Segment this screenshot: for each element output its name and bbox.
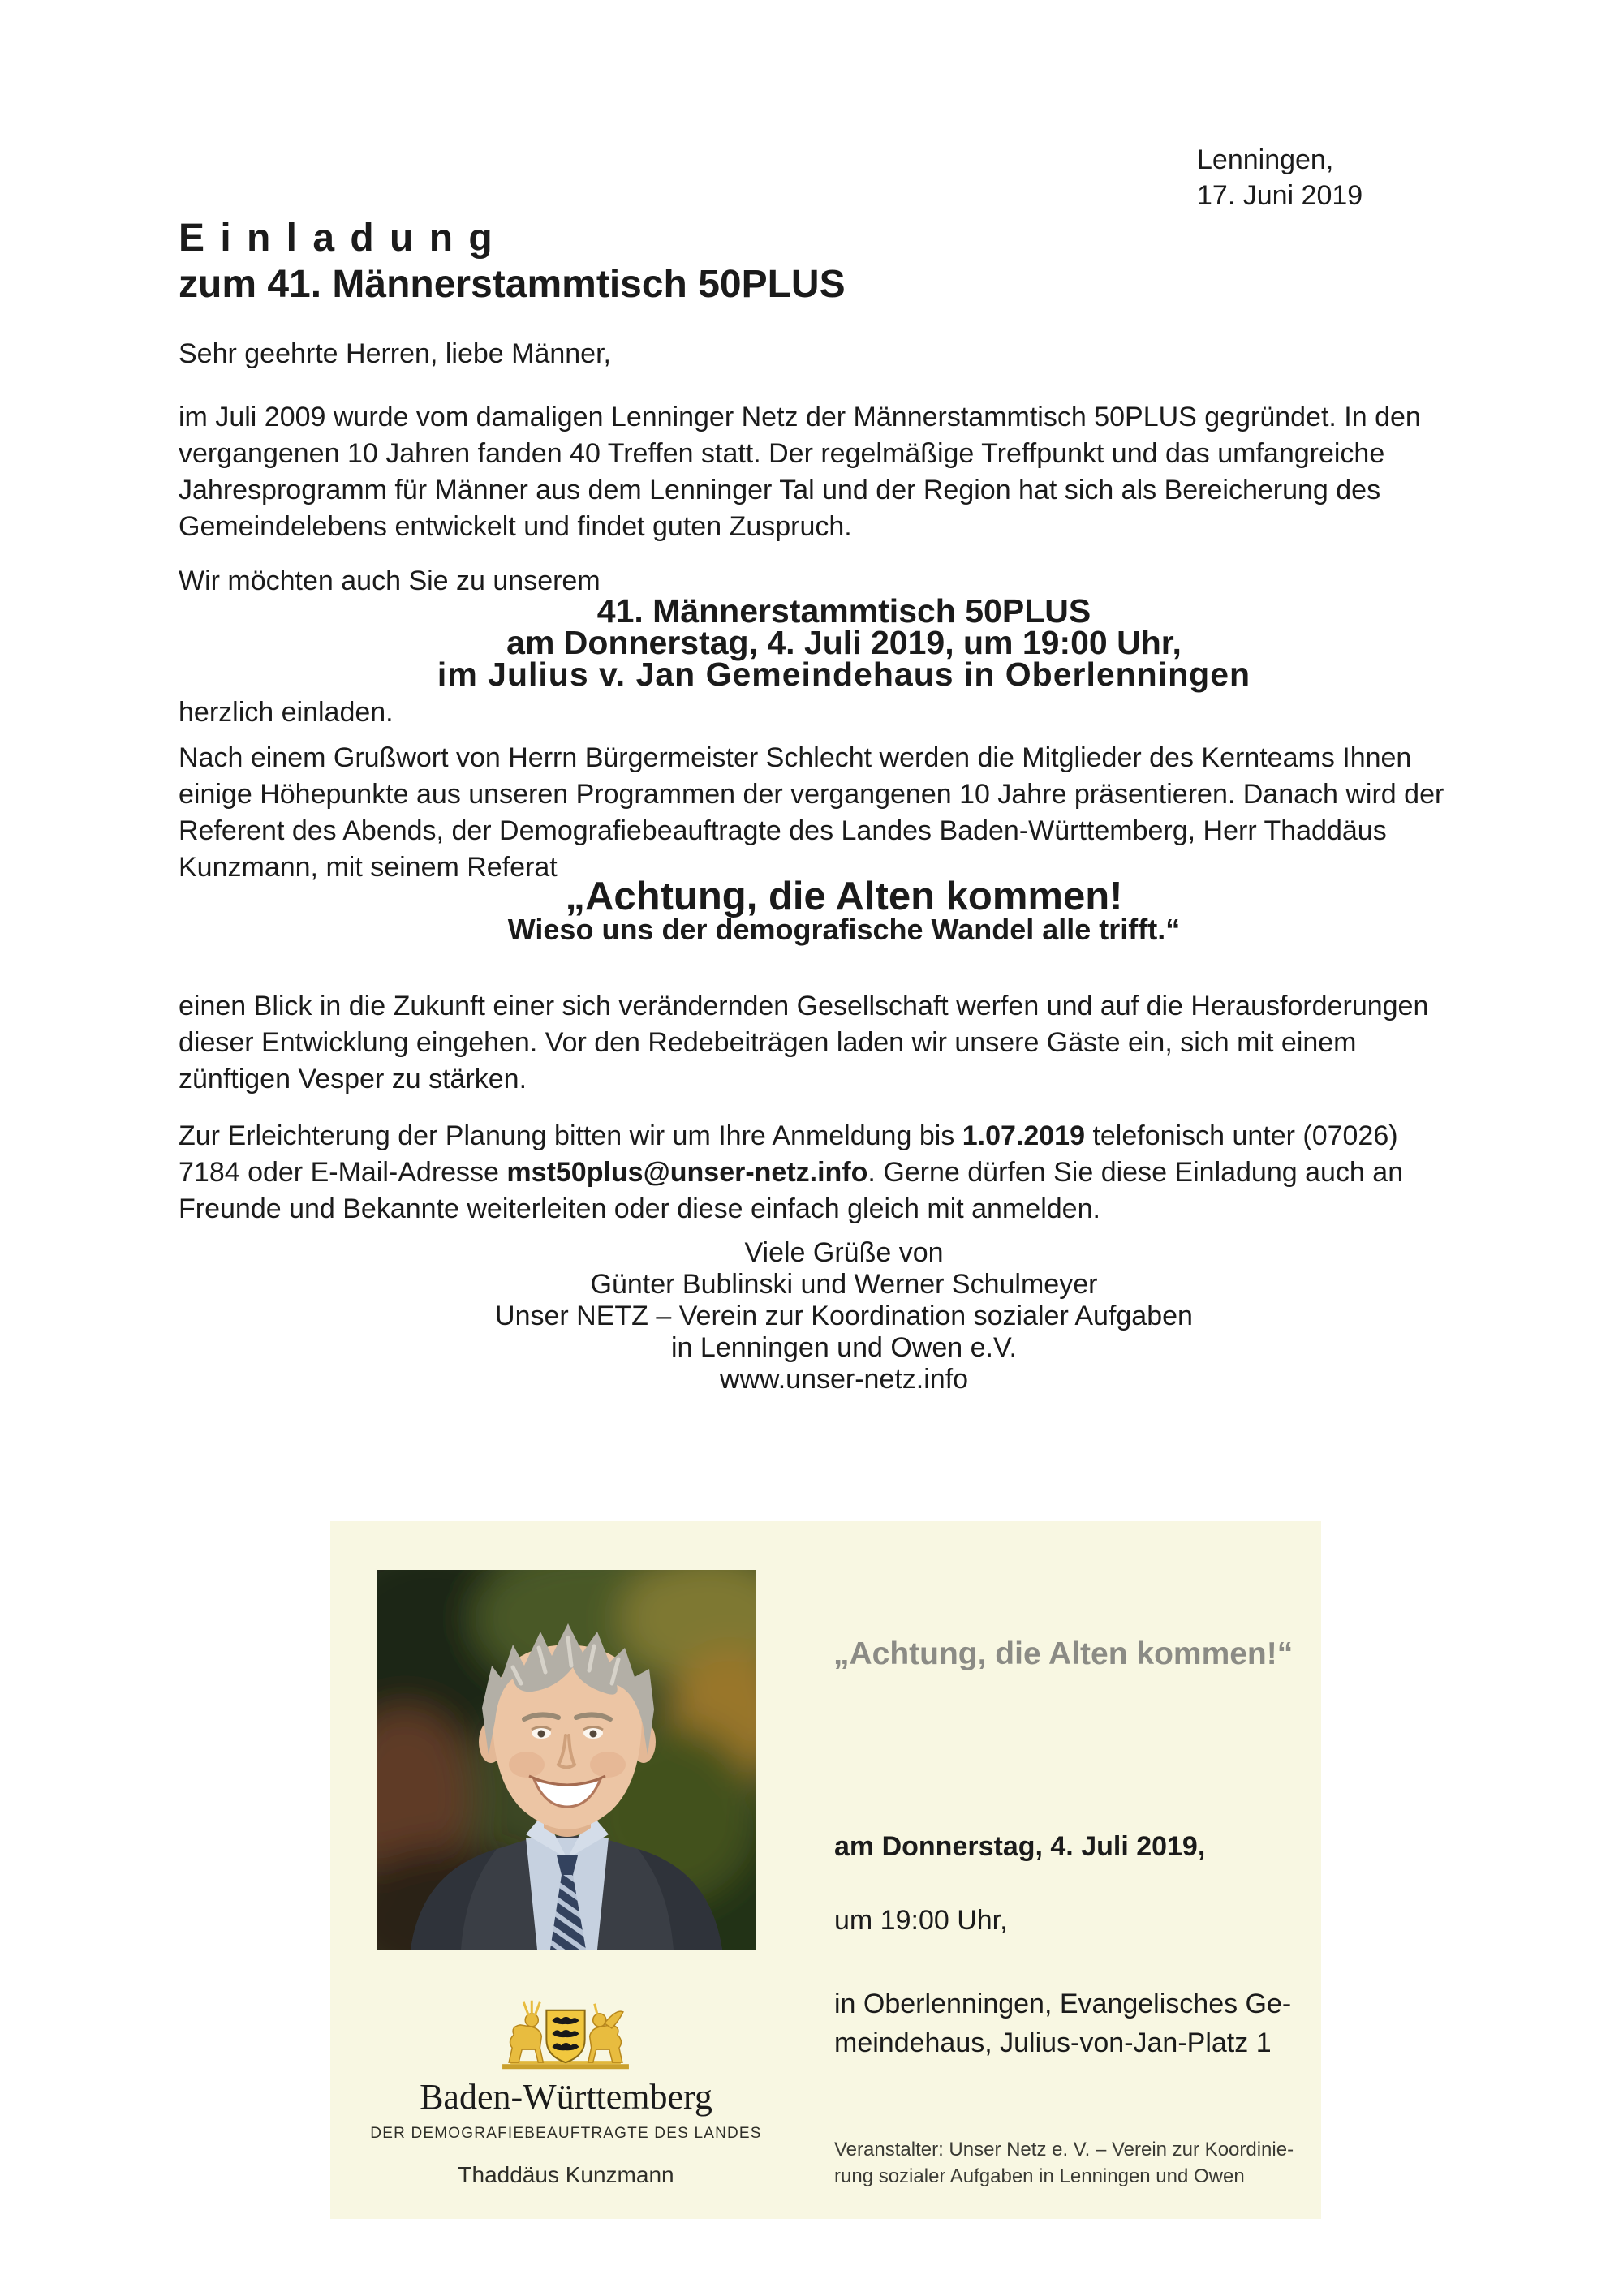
flyer-quote: „Achtung, die Alten kommen!“ [833,1636,1294,1671]
text-line: einige Höhepunkte aus unseren Programmen der vergangenen 10 Jahre präsentieren. Danach wird der [179,779,1444,810]
flyer-event-location [834,1984,1291,2062]
letter-subtitle: zum 41. Männerstammtisch 50PLUS [179,263,846,306]
letter-title: E i n l a d u n g [179,217,495,260]
flyer-person-name: Thaddäus Kunzmann [458,2162,674,2187]
text-line [179,1154,1403,1191]
dateline [1197,142,1363,213]
flyer-office-title: DER DEMOGRAFIEBEAUFTRAGTE DES LANDES [370,2125,762,2142]
paragraph-registration [179,1118,1403,1228]
baden-wuerttemberg-coat-of-arms-icon [494,1998,637,2075]
text-line: Veranstalter: Unser Netz e. V. – Verein zur Koordinie- [834,2139,1294,2161]
paragraph-outlook [179,988,1428,1098]
registration-email: mst50plus@unser-netz.info [506,1157,868,1188]
paragraph-program [179,740,1444,886]
text-line: zünftigen Vesper zu stärken. [179,1064,527,1094]
registration-deadline: 1.07.2019 [962,1120,1085,1151]
event-flyer [330,1521,1321,2219]
text-line: Freunde und Bekannte weiterleiten oder diese einfach gleich mit anmelden. [179,1193,1100,1224]
text-line: Jahresprogramm für Männer aus dem Lenninger Tal und der Region hat sich als Bereicherung des [179,475,1381,505]
dateline-date: 17. Juni 2019 [1197,180,1363,211]
event-date-time: am Donnerstag, 4. Juli 2019, um 19:00 Uhr, [506,624,1182,661]
invite-intro: Wir möchten auch Sie zu unserem [179,565,601,596]
flyer-event-date: am Donnerstag, 4. Juli 2019, [834,1831,1206,1862]
text-line: Gemeindelebens entwickelt und findet guten Zuspruch. [179,511,852,542]
text-line: im Juli 2009 wurde vom damaligen Lenninger Netz der Männerstammtisch 50PLUS gegründet. In den [179,402,1421,432]
flyer-organizer [834,2136,1294,2190]
text-line: vergangenen 10 Jahren fanden 40 Treffen statt. Der regelmäßige Treffpunkt und das umfangreiche [179,438,1385,469]
paragraph-history [179,399,1421,545]
signature-organization: Unser NETZ – Verein zur Koordination sozialer Aufgaben [495,1301,1193,1331]
signature-block [203,1237,1485,1395]
text-line: Nach einem Grußwort von Herrn Bürgermeister Schlecht werden die Mitglieder des Kernteams Ihnen [179,742,1412,773]
lecture-subtitle: Wieso uns der demografische Wandel alle trifft.“ [507,913,1181,946]
flyer-event-time: um 19:00 Uhr, [834,1905,1008,1936]
signature-website: www.unser-netz.info [719,1364,969,1395]
text-line: meindehaus, Julius-von-Jan-Platz 1 [834,2027,1272,2058]
signature-greeting: Viele Grüße von [744,1237,944,1268]
text-line: Referent des Abends, der Demografiebeauftragte des Landes Baden-Württemberg, Herr Thaddäus [179,815,1387,846]
event-details-block [203,592,1485,693]
invite-close: herzlich einladen. [179,697,394,728]
text-line: rung sozialer Aufgaben in Lenningen und Owen [834,2165,1245,2187]
salutation: Sehr geehrte Herren, liebe Männer, [179,338,611,369]
text-run: telefonisch unter (07026) [1085,1120,1398,1151]
text-line [179,1118,1403,1154]
text-line: Kunzmann, mit seinem Referat [179,852,558,883]
text-run: 7184 oder E-Mail-Adresse [179,1157,507,1188]
lecture-title: „Achtung, die Alten kommen! [565,875,1123,918]
flyer-state-name: Baden-Württemberg [420,2077,712,2117]
text-line: einen Blick in die Zukunft einer sich verändernden Gesellschaft werfen und auf die Herausforderungen [179,991,1429,1021]
event-location: im Julius v. Jan Gemeindehaus in Oberlenningen [437,656,1251,693]
portrait-photo-thaddaeus-kunzmann [377,1570,756,1950]
text-run: . Gerne dürfen Sie diese Einladung auch an [867,1157,1404,1188]
signature-names: Günter Bublinski und Werner Schulmeyer [590,1269,1098,1300]
dateline-city: Lenningen, [1197,144,1334,175]
signature-organization-place: in Lenningen und Owen e.V. [671,1332,1017,1363]
event-title: 41. Männerstammtisch 50PLUS [596,592,1091,630]
text-run: Zur Erleichterung der Planung bitten wir um Ihre Anmeldung bis [179,1120,962,1151]
text-line: dieser Entwicklung eingehen. Vor den Redebeiträgen laden wir unsere Gäste ein, sich mit einem [179,1027,1357,1058]
text-line: in Oberlenningen, Evangelisches Ge- [834,1989,1292,2019]
